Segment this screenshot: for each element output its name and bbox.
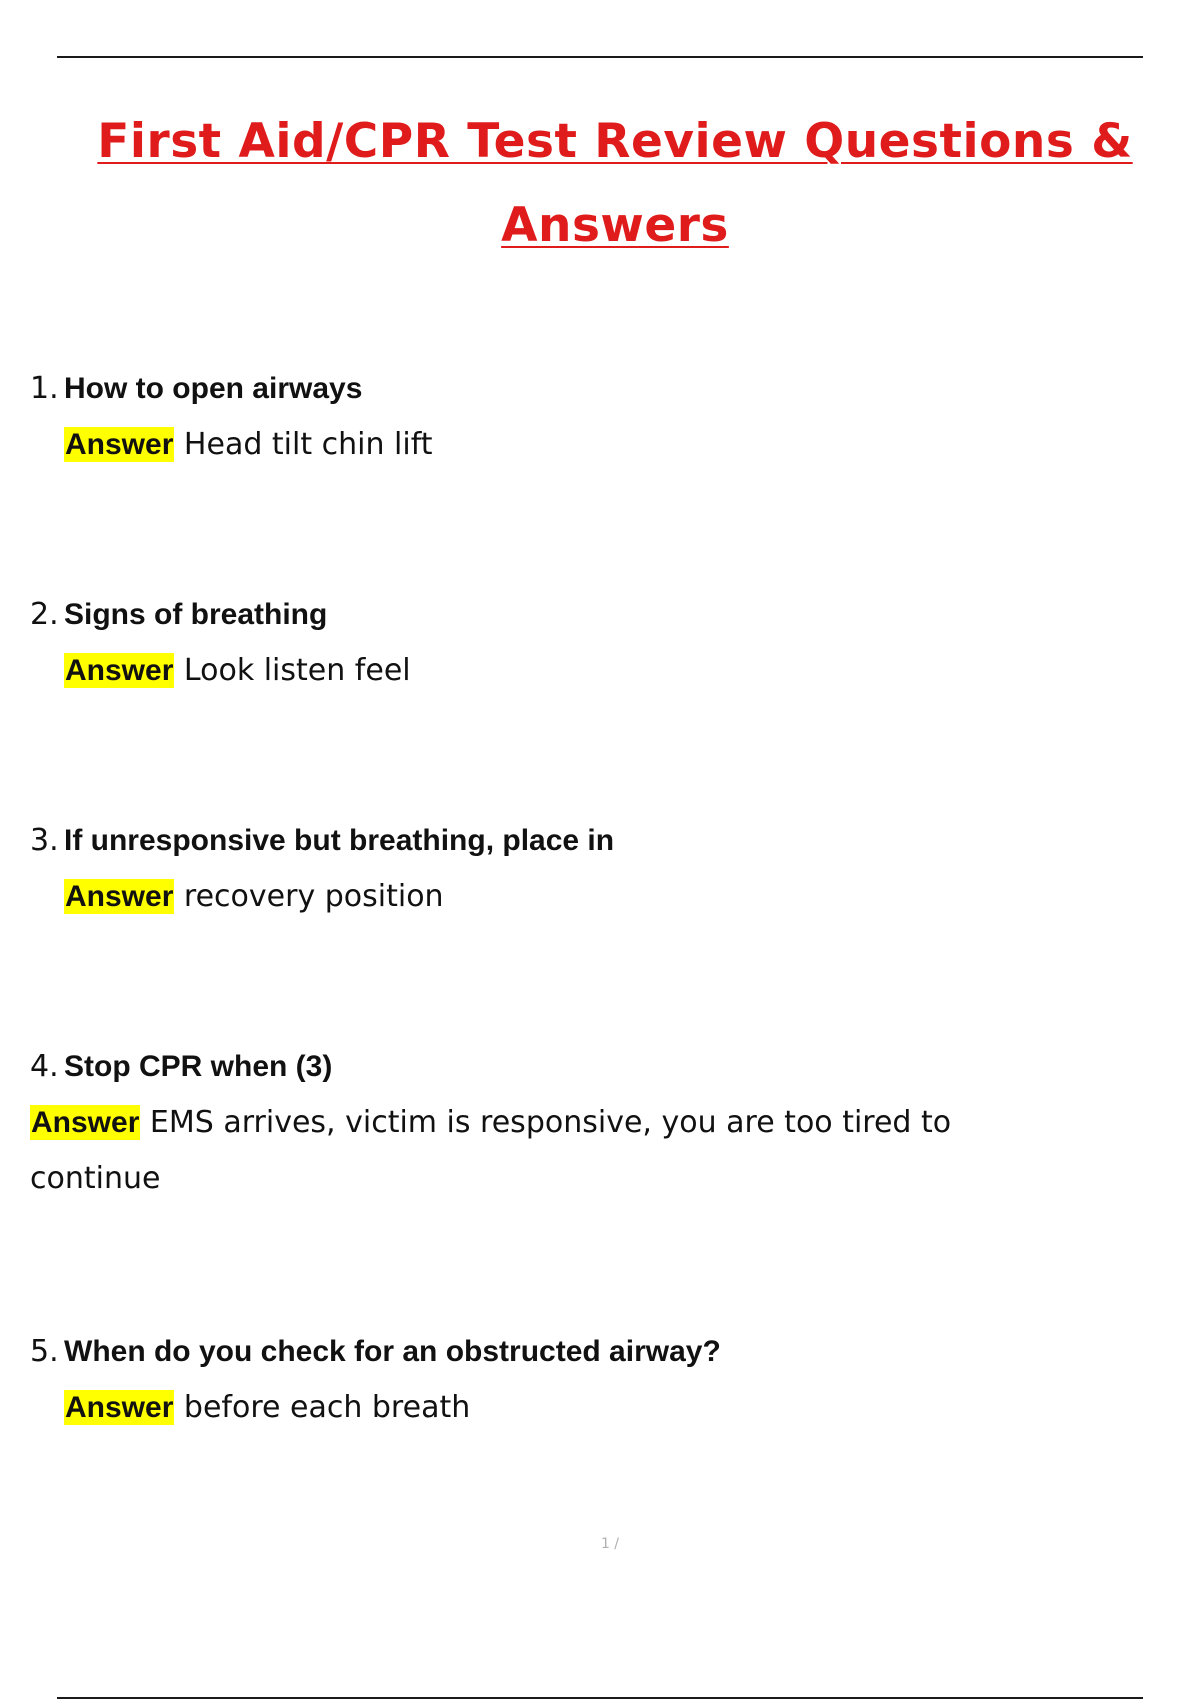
question-number: 4. — [30, 1049, 59, 1084]
question-item-3 — [30, 813, 1150, 925]
question-text: How to open airways — [64, 372, 363, 405]
question-item-2 — [30, 587, 1150, 699]
answer-line — [30, 1380, 1150, 1436]
question-number: 2. — [30, 597, 59, 632]
answer-line — [30, 869, 1150, 925]
answer-line — [30, 1095, 1030, 1207]
answer-line — [30, 417, 1150, 473]
question-item-5 — [30, 1324, 1150, 1436]
question-item-4 — [30, 1039, 1150, 1207]
question-text: If unresponsive but breathing, place in — [64, 824, 615, 857]
answer-text: recovery position — [183, 879, 444, 914]
answer-text: before each breath — [183, 1390, 471, 1425]
answer-text: EMS arrives, victim is responsive, you are too tired to continue — [30, 1105, 952, 1196]
question-number: 3. — [30, 823, 59, 858]
footer-rule — [57, 1697, 1143, 1699]
question-number: 1. — [30, 371, 59, 406]
answer-label: Answer — [65, 428, 174, 461]
document-title: First Aid/CPR Test Review Questions & Answers — [97, 114, 1133, 253]
answer-line — [30, 643, 1150, 699]
answer-label: Answer — [65, 654, 174, 687]
answer-text: Head tilt chin lift — [183, 427, 433, 462]
page-number: 1 / — [600, 1536, 620, 1552]
question-text: Signs of breathing — [64, 598, 328, 631]
question-text: When do you check for an obstructed airway? — [64, 1335, 721, 1368]
answer-label: Answer — [65, 880, 174, 913]
answer-label: Answer — [31, 1106, 140, 1139]
answer-label: Answer — [65, 1391, 174, 1424]
header-rule — [57, 56, 1143, 58]
question-number: 5. — [30, 1334, 59, 1369]
question-item-1 — [30, 361, 1150, 473]
question-text: Stop CPR when (3) — [64, 1050, 333, 1083]
answer-text: Look listen feel — [183, 653, 411, 688]
